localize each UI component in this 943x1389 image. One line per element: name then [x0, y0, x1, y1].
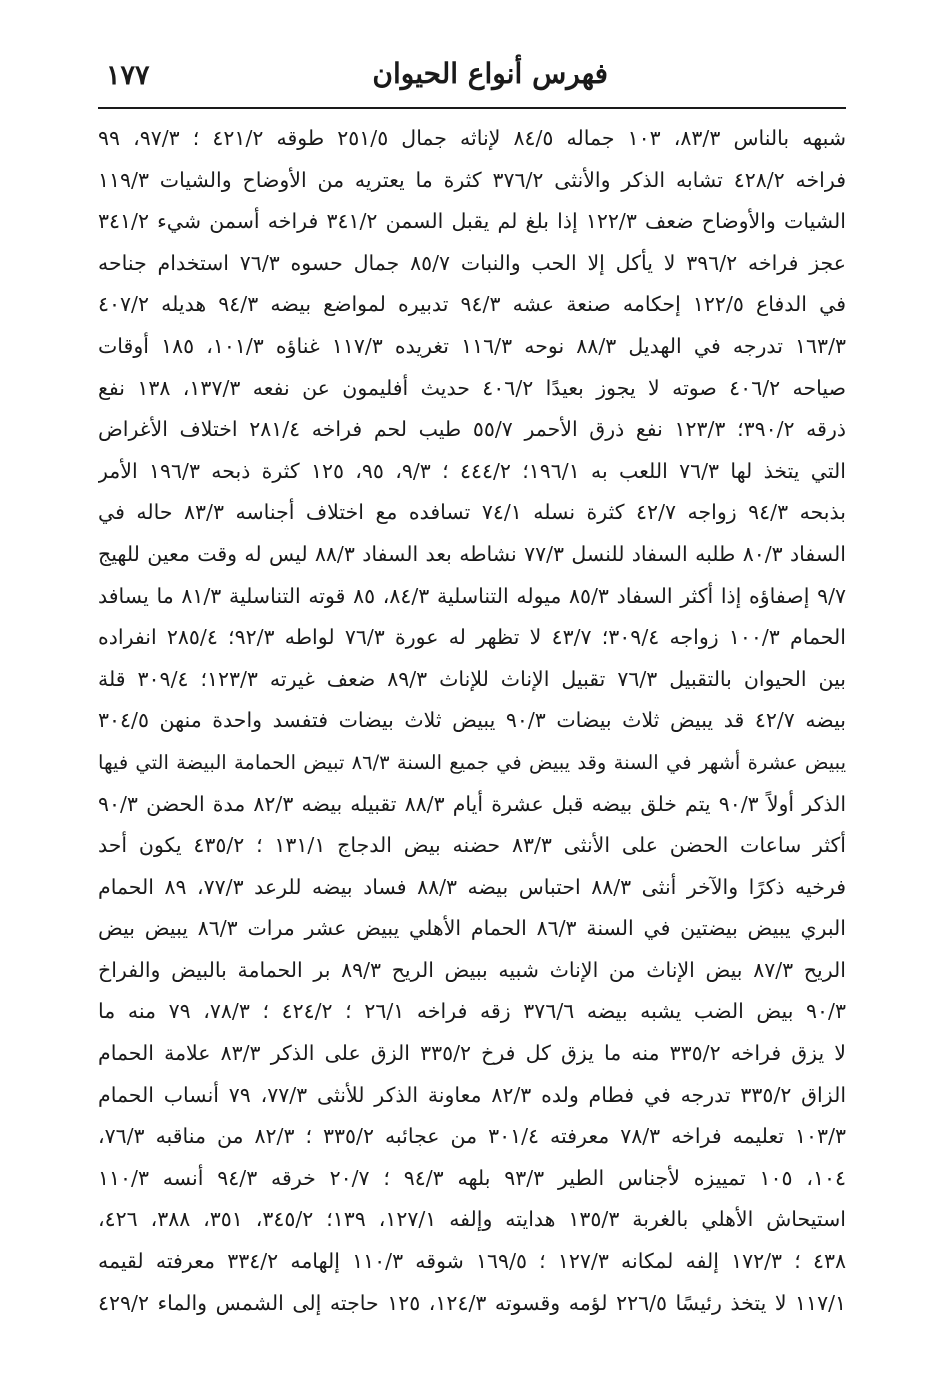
text-line: فرخيه ذكرًا والآخر أنثى ٨٨/٣ احتباس بيضه ٨٨/٣ فساد بيضه للرعد ٧٧/٣، ٨٩ الحمام — [98, 874, 846, 899]
text-line: البري يبيض بيضتين في السنة ٨٦/٣ الحمام الأهلي يبيض عشر مرات ٨٦/٣ يبيض بيض — [98, 916, 846, 941]
text-line: ٩٠/٣ بيض الضب يشبه بيضه ٣٧٦/٦ زقه فراخه ٢٦/١ ؛ ٤٢٤/٢ ؛ ٧٨/٣، ٧٩ منه ما — [98, 999, 846, 1024]
header-rule — [98, 107, 846, 109]
text-line: بيضه ٤٢/٧ قد يبيض ثلاث بيضات ٩٠/٣ يبيض ثلاث بيضات فتفسد واحدة منهن ٣٠٤/٥ — [98, 708, 846, 733]
text-line: الحمام ١٠٠/٣ زواجه ٣٠٩/٤؛ ٤٣/٧ لا تظهر له عورة ٧٦/٣ لواطه ٩٢/٣؛ ٢٨٥/٤ انفراده — [98, 625, 846, 650]
text-line: ١١٧/١ لا يتخذ رئيسًا ٢٢٦/٥ لؤمه وقسوته ١٢٤/٣، ١٢٥ حاجته إلى الشمس والماء ٤٢٩/٢ — [98, 1290, 846, 1315]
text-line: في الدفاع ١٢٢/٥ إحكامه صنعة عشه ٩٤/٣ تدبيره لمواضع بيضه ٩٤/٣ هديله ٤٠٧/٢ — [98, 292, 846, 317]
text-line: ذرقه ٣٩٠/٢؛ ١٢٣/٣ نفع ذرق الأحمر ٥٥/٧ طيب لحم فراخه ٢٨١/٤ اختلاف الأغراض — [98, 417, 846, 442]
running-title: فهرس أنواع الحيوان — [372, 57, 608, 90]
text-line: ١٠٤، ١٠٥ تمييزه لأجناس الطير ٩٣/٣ بلهه ٩٤/٣ ؛ ٢٠/٧ خرقه ٩٤/٣ أنسه ١١٠/٣ — [98, 1165, 846, 1190]
text-line: فراخه ٤٢٨/٢ تشابه الذكر والأنثى ٣٧٦/٢ كثرة ما يعتريه من الأوضاح والشيات ١١٩/٣ — [98, 167, 846, 192]
index-entries — [98, 118, 846, 1324]
text-line: صياحه ٤٠٦/٢ صوته لا يجوز بعيدًا ٤٠٦/٢ حديث أفليمون عن نفعه ١٣٧/٣، ١٣٨ نفع — [98, 375, 846, 400]
text-line: السفاد ٨٠/٣ طلبه السفاد للنسل ٧٧/٣ نشاطه بعد السفاد ٨٨/٣ ليس له وقت معين للهيج — [98, 541, 846, 566]
text-line: الزاق ٣٣٥/٢ تدرجه في فطام ولده ٨٢/٣ معاونة الذكر للأنثى ٧٧/٣، ٧٩ أنساب الحمام — [98, 1082, 846, 1107]
text-line: يبيض عشرة أشهر في السنة وقد يبيض في جميع السنة ٨٦/٣ تبيض الحمامة البيضة التي فيها — [98, 750, 846, 774]
text-line: أكثر ساعات الحضن على الأنثى ٨٣/٣ حضنه بيض الدجاج ١٣١/١ ؛ ٤٣٥/٢ يكون أحد — [98, 833, 846, 858]
text-line: الريح ٨٧/٣ بيض الإناث من الإناث شبيه ببيض الريح ٨٩/٣ بر الحمامة بالبيض والفراخ — [98, 957, 846, 982]
text-line: لا يزق فراخه ٣٣٥/٢ منه ما يزق كل فرخ ٣٣٥/٢ الزق على الذكر ٨٣/٣ علامة الحمام — [98, 1041, 846, 1066]
text-line: الذكر أولاً ٩٠/٣ يتم خلق بيضه قبل عشرة أيام ٨٨/٣ تقبيله بيضه ٨٢/٣ مدة الحضن ٩٠/٣ — [98, 791, 846, 816]
text-line: ١٠٣/٣ تعليمه فراخه ٧٨/٣ معرفته ٣٠١/٤ من عجائبه ٣٣٥/٢ ؛ ٨٢/٣ من مناقبه ٧٦/٣، — [98, 1124, 846, 1149]
text-line: استيحاش الأهلي بالغربة ١٣٥/٣ هدايته وإلفه ١٢٧/١، ١٣٩؛ ٣٤٥/٢، ٣٥١، ٣٨٨، ٤٢٦، — [98, 1207, 846, 1232]
text-line: بين الحيوان بالتقبيل ٧٦/٣ تقبيل الإناث للإناث ٨٩/٣ ضعف غيرته ١٢٣/٣؛ ٣٠٩/٤ قلة — [98, 666, 846, 691]
text-line: التي يتخذ لها ٧٦/٣ اللعب به ١٩٦/١؛ ٤٤٤/٢ ؛ ٩/٣، ٩٥، ١٢٥ كثرة ذبحه ١٩٦/٣ الأمر — [98, 458, 846, 483]
text-line: شبهه بالناس ٨٣/٣، ١٠٣ جماله ٨٤/٥ لإناثه جمال ٢٥١/٥ طوقه ٤٢١/٢ ؛ ٩٧/٣، ٩٩ — [98, 126, 846, 150]
page-header — [98, 50, 846, 104]
text-line: ٩/٧ إصفاؤه إذا أكثر السفاد ٨٥/٣ ميوله التناسلية ٨٤/٣، ٨٥ قوته التناسلية ٨١/٣ ما يسافد — [98, 583, 846, 608]
text-line: عجز فراخه ٣٩٦/٢ لا يأكل إلا الحب والنبات ٨٥/٧ جمال حسوه ٧٦/٣ استخدام جناحه — [98, 250, 846, 275]
text-line: ٤٣٨ ؛ ١٧٢/٣ إلفه لمكانه ١٢٧/٣ ؛ ١٦٩/٥ شوقه ١١٠/٣ إلهامه ٣٣٤/٢ معرفته لقيمه — [98, 1249, 846, 1274]
text-line: بذبحه ٩٤/٣ زواجه ٤٢/٧ كثرة نسله ٧٤/١ تسافده مع اختلاف أجناسه ٨٣/٣ حاله في — [98, 500, 846, 525]
text-line: ١٦٣/٣ تدرجه في الهديل ٨٨/٣ نوحه ١١٦/٣ تغريده ١١٧/٣ غناؤه ١٠١/٣، ١٨٥ أوقات — [98, 333, 846, 358]
text-line: الشيات والأوضاح ضعف ١٢٢/٣ إذا بلغ لم يقبل السمن ٣٤١/٢ فراخه أسمن شيء ٣٤١/٢ — [98, 209, 846, 234]
page-number: ١٧٧ — [106, 60, 150, 91]
